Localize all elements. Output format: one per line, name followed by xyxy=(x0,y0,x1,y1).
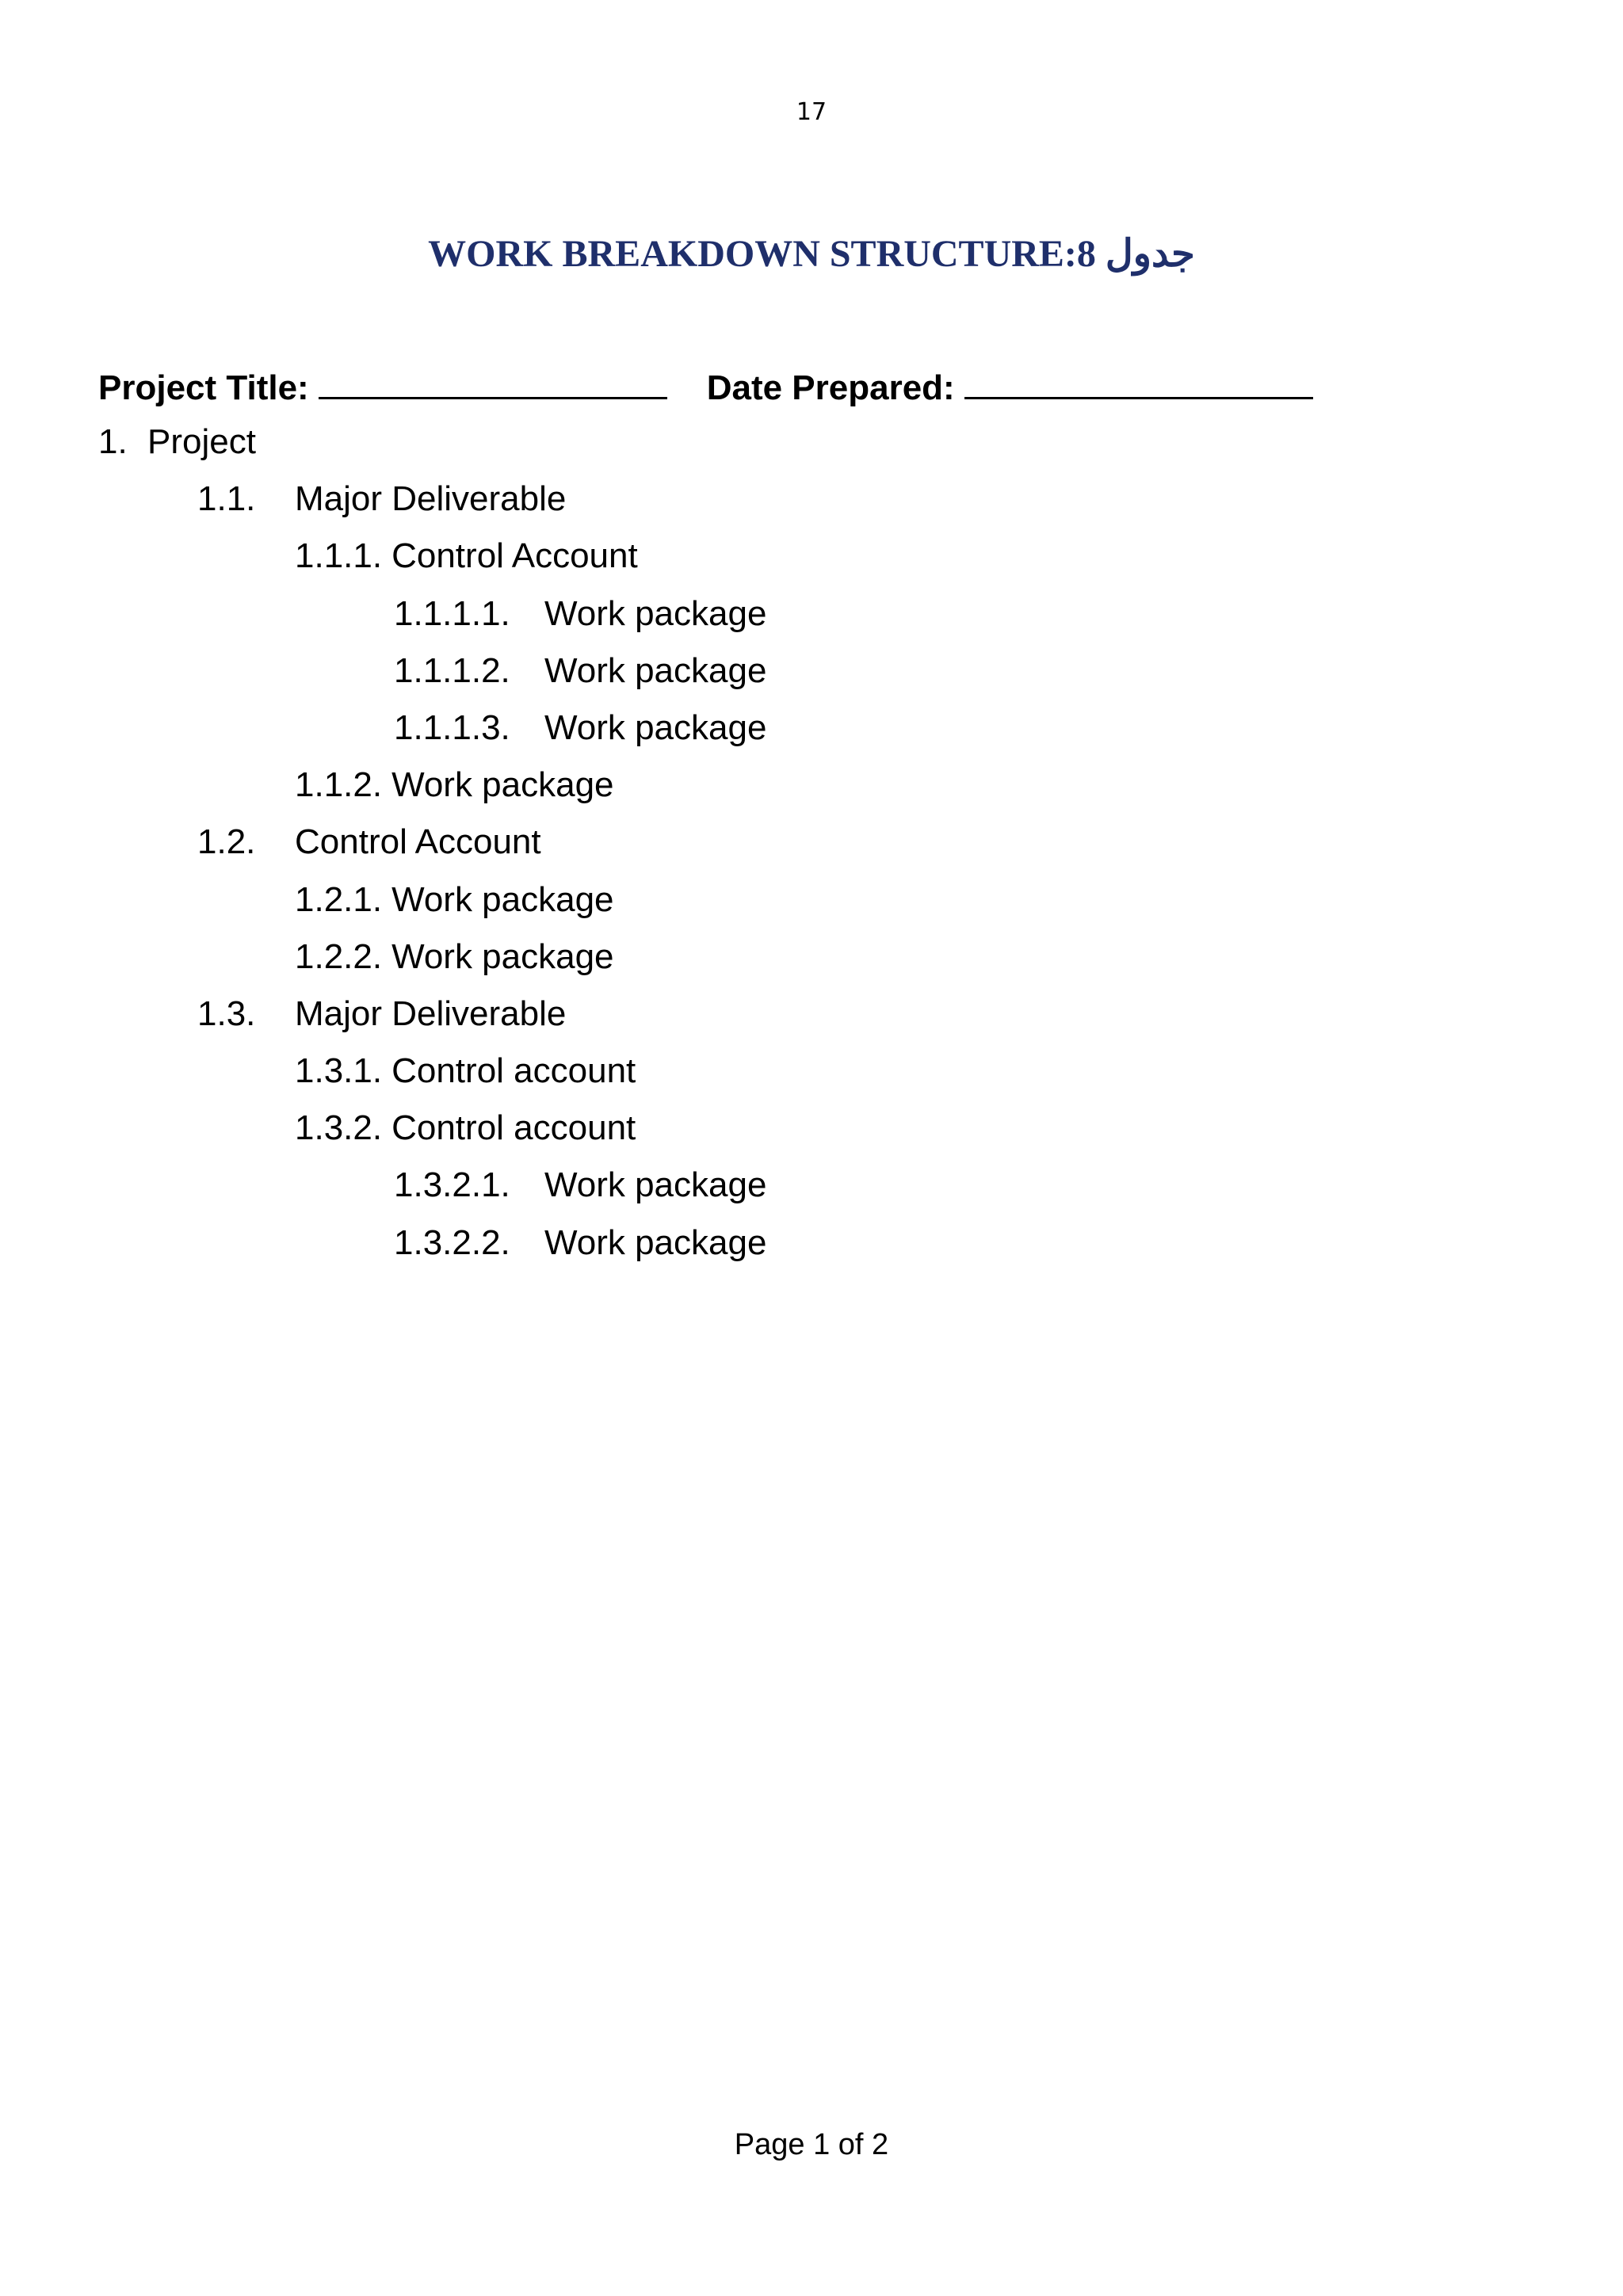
wbs-item xyxy=(98,592,766,649)
wbs-label: Work package xyxy=(391,765,614,805)
wbs-label: Control Account xyxy=(295,822,541,862)
wbs-item xyxy=(98,878,766,935)
wbs-label: Major Deliverable xyxy=(295,994,567,1033)
wbs-number: 1.2. xyxy=(197,822,256,862)
date-prepared-field[interactable] xyxy=(964,365,1313,399)
wbs-number: 1.3.1. xyxy=(295,1051,383,1091)
wbs-label: Work package xyxy=(544,593,767,633)
wbs-item xyxy=(98,706,766,763)
page-footer: Page 1 of 2 xyxy=(734,2128,889,2161)
wbs-item xyxy=(98,1106,766,1163)
wbs-label: Work package xyxy=(391,936,614,976)
wbs-outline xyxy=(98,420,766,1278)
wbs-item xyxy=(98,477,766,534)
wbs-item xyxy=(98,649,766,706)
wbs-item xyxy=(98,935,766,992)
page-number: 17 xyxy=(796,98,827,126)
wbs-label: Work package xyxy=(544,1165,767,1205)
wbs-number: 1.1.1.2. xyxy=(394,650,510,690)
project-title-field[interactable] xyxy=(319,365,667,399)
wbs-number: 1.3.2.2. xyxy=(394,1222,510,1262)
wbs-number: 1.1. xyxy=(197,479,256,519)
wbs-number: 1.1.1. xyxy=(295,536,383,576)
wbs-label: Work package xyxy=(544,1222,767,1262)
wbs-item xyxy=(98,420,766,477)
wbs-item xyxy=(98,1163,766,1220)
wbs-number: 1.3.2.1. xyxy=(394,1165,510,1205)
wbs-item xyxy=(98,534,766,591)
wbs-number: 1.2.2. xyxy=(295,936,383,976)
wbs-label: Project xyxy=(147,422,256,461)
wbs-number: 1.1.2. xyxy=(295,765,383,805)
wbs-label: Work package xyxy=(544,650,767,690)
wbs-number: 1. xyxy=(98,422,128,461)
wbs-number: 1.1.1.1. xyxy=(394,593,510,633)
project-title-label: Project Title: xyxy=(98,368,309,407)
wbs-item xyxy=(98,992,766,1049)
wbs-label: Work package xyxy=(544,707,767,747)
wbs-item xyxy=(98,820,766,877)
wbs-item xyxy=(98,1049,766,1106)
wbs-label: Control account xyxy=(391,1051,636,1091)
wbs-label: Major Deliverable xyxy=(295,479,567,519)
wbs-number: 1.1.1.3. xyxy=(394,707,510,747)
wbs-label: Work package xyxy=(391,879,614,919)
wbs-item xyxy=(98,1221,766,1278)
wbs-label: Control account xyxy=(391,1108,636,1148)
document-title: WORK BREAKDOWN STRUCTURE:8 جدول xyxy=(428,233,1195,275)
wbs-item xyxy=(98,763,766,820)
wbs-number: 1.3.2. xyxy=(295,1108,383,1148)
wbs-number: 1.3. xyxy=(197,994,256,1033)
header-fields xyxy=(98,365,1313,408)
wbs-label: Control Account xyxy=(391,536,638,576)
wbs-number: 1.2.1. xyxy=(295,879,383,919)
date-prepared-label: Date Prepared: xyxy=(706,368,955,407)
